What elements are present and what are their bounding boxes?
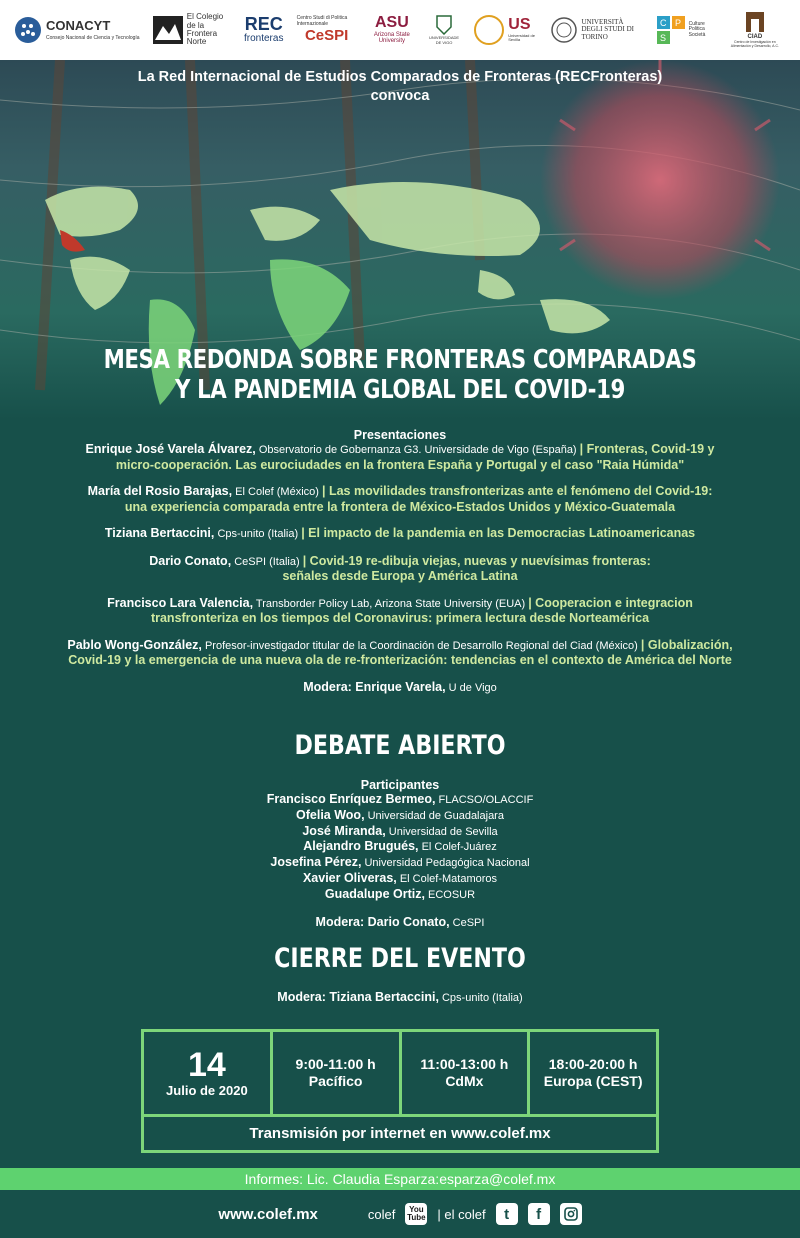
event-title bbox=[72, 345, 728, 405]
participant-affiliation: FLACSO/OLACCIF bbox=[435, 794, 534, 806]
conacyt-dots-icon bbox=[14, 16, 42, 44]
schedule-row bbox=[144, 1032, 656, 1117]
presentation-entry bbox=[0, 442, 800, 472]
debate-moderator bbox=[0, 915, 800, 929]
presenter-name: Dario Conato, bbox=[149, 553, 232, 568]
date-cell bbox=[144, 1032, 273, 1114]
presentation-topic-cont: micro-cooperación. Las eurociudades en la frontera España y Portugal y el caso "Raia Húmida" bbox=[115, 457, 685, 472]
asu-logo bbox=[370, 15, 414, 44]
conacyt-sub: Consejo Nacional de Ciencia y Tecnología bbox=[46, 34, 140, 41]
participant-name: Xavier Oliveras, bbox=[302, 870, 397, 885]
uvigo-shield-icon bbox=[436, 15, 452, 35]
slot-time: 18:00-20:00 h bbox=[548, 1056, 638, 1072]
ciad-logo bbox=[724, 11, 786, 49]
presentation-topic-cont: transfronteriza en los tiempos del Coronavirus: primera lectura desde Norteamérica bbox=[150, 611, 650, 625]
presentation-topic: | Las movilidades transfronterizas ante el fenómeno del Covid-19: bbox=[321, 484, 713, 498]
debate-participants bbox=[0, 778, 800, 929]
moderator-name: Modera: Dario Conato, bbox=[315, 914, 450, 929]
stream-info: Transmisión por internet en www.colef.mx bbox=[249, 1125, 551, 1142]
sevilla-sub: Universidad de Sevilla bbox=[508, 33, 535, 43]
participant-affiliation: ECOSUR bbox=[424, 888, 476, 901]
presenter-affiliation: CeSPI (Italia) bbox=[231, 555, 303, 568]
website-link[interactable]: www.colef.mx bbox=[218, 1205, 318, 1223]
slot-time: 11:00-13:00 h bbox=[420, 1056, 509, 1072]
slot-zone: Pacífico bbox=[308, 1073, 363, 1089]
participant-item bbox=[0, 855, 800, 871]
title-line-1: MESA REDONDA SOBRE FRONTERAS COMPARADAS bbox=[103, 345, 697, 375]
participant-name: José Miranda, bbox=[302, 823, 386, 838]
recfronteras-logo bbox=[244, 15, 283, 44]
contact-email-link[interactable]: esparza@colef.mx bbox=[439, 1171, 556, 1187]
youtube-icon-bottom: Tube bbox=[407, 1213, 426, 1222]
uvigo-logo bbox=[427, 15, 461, 44]
sevilla-title: US bbox=[508, 16, 531, 34]
participant-affiliation: Universidad de Guadalajara bbox=[364, 809, 504, 822]
cespi-sub: Centro Studi di Politica Internazionale bbox=[296, 15, 348, 27]
presentation-topic-cont: una experiencia comparada entre la frontera de México-Estados Unidos y México-Guatemala bbox=[124, 499, 676, 514]
event-day: 14 bbox=[187, 1045, 226, 1084]
youtube-icon[interactable] bbox=[405, 1203, 427, 1225]
presentation-topic: | El impacto de la pandemia en las Democracias Latinoamericanas bbox=[301, 526, 696, 540]
social-label: | el colef bbox=[437, 1206, 486, 1222]
instagram-glyph bbox=[564, 1207, 578, 1221]
footer bbox=[0, 1190, 800, 1238]
cps-blocks-icon bbox=[657, 16, 685, 44]
presenter-name: María del Rosio Barajas, bbox=[87, 484, 233, 498]
svg-text:C: C bbox=[659, 18, 667, 28]
presenter-affiliation: Observatorio de Gobernanza G3. Universidade de Vigo (España) bbox=[255, 444, 580, 456]
conacyt-title: CONACYT bbox=[46, 17, 111, 33]
presentation-topic: | Globalización, bbox=[640, 637, 733, 652]
presenter-affiliation: Cps-unito (Italia) bbox=[214, 528, 302, 540]
participant-name: Guadalupe Ortiz, bbox=[324, 886, 425, 901]
participant-item bbox=[0, 824, 800, 840]
moderator-affiliation: Cps-unito (Italia) bbox=[438, 992, 523, 1004]
youtube-label: colef bbox=[367, 1206, 396, 1222]
colef-mountain-icon bbox=[153, 16, 183, 44]
participant-affiliation: Universidad de Sevilla bbox=[385, 825, 498, 838]
presentation-entry bbox=[0, 596, 800, 626]
presenter-affiliation: Profesor-investigador titular de la Coordinación de Desarrollo Regional del Ciad (México) bbox=[201, 639, 641, 652]
rec-title: REC bbox=[244, 14, 283, 35]
presentations-section bbox=[0, 428, 800, 694]
participants-list bbox=[0, 792, 800, 903]
moderator-affiliation: CeSPI bbox=[449, 916, 485, 929]
presentation-topic: | Cooperacion e integracion bbox=[528, 595, 693, 610]
participant-affiliation: Universidad Pedagógica Nacional bbox=[361, 857, 530, 870]
moderator-affiliation: U de Vigo bbox=[445, 681, 497, 694]
participant-name: Francisco Enríquez Bermeo, bbox=[266, 792, 436, 806]
closing-title: CIERRE DEL EVENTO bbox=[274, 943, 526, 974]
presenter-name: Francisco Lara Valencia, bbox=[107, 595, 254, 610]
presentation-entry bbox=[0, 554, 800, 584]
presentation-entry bbox=[0, 484, 800, 514]
moderator-name: Modera: Enrique Varela, bbox=[303, 679, 446, 694]
network-name: La Red Internacional de Estudios Comparados de Fronteras (RECFronteras) bbox=[137, 69, 663, 85]
presentation-entry bbox=[0, 638, 800, 668]
torino-logo bbox=[551, 17, 643, 43]
presentations-moderator bbox=[0, 680, 800, 694]
slot-zone: CdMx bbox=[445, 1073, 484, 1089]
moderator-name: Modera: Tiziana Bertaccini, bbox=[277, 990, 439, 1004]
presenter-affiliation: El Colef (México) bbox=[232, 486, 322, 498]
convocation-header bbox=[0, 68, 800, 106]
participant-name: Josefina Pérez, bbox=[270, 855, 362, 870]
torino-seal-icon bbox=[551, 17, 577, 43]
ciad-building-icon bbox=[745, 11, 765, 33]
participant-item bbox=[0, 839, 800, 855]
participant-affiliation: El Colef-Matamoros bbox=[396, 872, 498, 885]
participants-label: Participantes bbox=[360, 778, 440, 792]
presentation-topic: | Fronteras, Covid-19 y bbox=[579, 442, 715, 456]
cps-sub: Culture Politica Società bbox=[688, 21, 706, 38]
debate-title: DEBATE ABIERTO bbox=[294, 730, 506, 761]
sponsor-logo-bar bbox=[0, 0, 800, 60]
slot-time: 9:00-11:00 h bbox=[295, 1056, 376, 1072]
cespi-logo bbox=[297, 16, 357, 43]
event-month: Julio de 2020 bbox=[166, 1082, 248, 1098]
convoca-word: convoca bbox=[370, 88, 430, 104]
contact-info-bar bbox=[0, 1168, 800, 1190]
asu-title: ASU bbox=[374, 14, 409, 32]
presenter-name: Tiziana Bertaccini, bbox=[104, 526, 215, 540]
rec-sub: fronteras bbox=[243, 33, 284, 45]
sevilla-seal-icon bbox=[474, 15, 504, 45]
twitter-icon[interactable]: t bbox=[496, 1203, 518, 1225]
youtube-icon-top: You bbox=[409, 1205, 424, 1214]
participant-name: Alejandro Brugués, bbox=[303, 839, 419, 854]
presentation-topic-cont: señales desde Europa y América Latina bbox=[282, 569, 518, 583]
svg-text:S: S bbox=[659, 33, 666, 43]
uvigo-sub: UNIVERSIDADE DE VIGO bbox=[429, 35, 460, 45]
participant-affiliation: El Colef-Juárez bbox=[418, 841, 497, 854]
participant-name: Ofelia Woo, bbox=[296, 807, 365, 822]
cespi-title: CeSPI bbox=[304, 26, 349, 44]
time-slot-europe bbox=[530, 1032, 656, 1114]
participant-item bbox=[0, 871, 800, 887]
presenter-name: Enrique José Varela Álvarez, bbox=[85, 442, 256, 456]
presentation-topic-cont: Covid-19 y la emergencia de una nueva ola de re-fronterización: tendencias en el contexto de América del Norte bbox=[68, 653, 732, 667]
participant-item bbox=[0, 792, 800, 808]
presentation-entry bbox=[0, 526, 800, 542]
presenter-affiliation: Transborder Policy Lab, Arizona State University (EUA) bbox=[253, 597, 529, 610]
time-slot-pacific bbox=[273, 1032, 402, 1114]
title-line-2: Y LA PANDEMIA GLOBAL DEL COVID-19 bbox=[175, 375, 625, 405]
instagram-icon[interactable] bbox=[560, 1203, 582, 1225]
conacyt-logo bbox=[14, 16, 140, 44]
schedule-box bbox=[141, 1029, 659, 1153]
time-slot-cdmx bbox=[402, 1032, 531, 1114]
svg-text:P: P bbox=[674, 18, 681, 28]
asu-sub: Arizona State University bbox=[373, 32, 410, 45]
presenter-name: Pablo Wong-González, bbox=[67, 637, 202, 652]
cps-logo bbox=[657, 16, 711, 44]
participant-item bbox=[0, 887, 800, 903]
presentation-topic: | Covid-19 re-dibuja viejas, nuevas y nuevísimas fronteras: bbox=[302, 553, 651, 568]
ciad-sub: Centro de Investigación en Alimentación y Desarrollo, A.C. bbox=[730, 40, 779, 49]
torino-sub: UNIVERSITÀ DEGLI STUDI DI TORINO bbox=[581, 17, 634, 41]
ciad-title: CIAD bbox=[747, 34, 763, 41]
participant-item bbox=[0, 808, 800, 824]
facebook-icon[interactable]: f bbox=[528, 1203, 550, 1225]
colef-logo bbox=[153, 13, 231, 47]
sevilla-logo bbox=[474, 15, 538, 45]
presentations-label: Presentaciones bbox=[353, 428, 447, 442]
closing-moderator bbox=[0, 990, 800, 1004]
colef-sub: El Colegio de la Frontera Norte bbox=[186, 12, 224, 47]
slot-zone: Europa (CEST) bbox=[543, 1073, 643, 1089]
contact-label: Informes: Lic. Claudia Esparza: bbox=[244, 1171, 440, 1187]
